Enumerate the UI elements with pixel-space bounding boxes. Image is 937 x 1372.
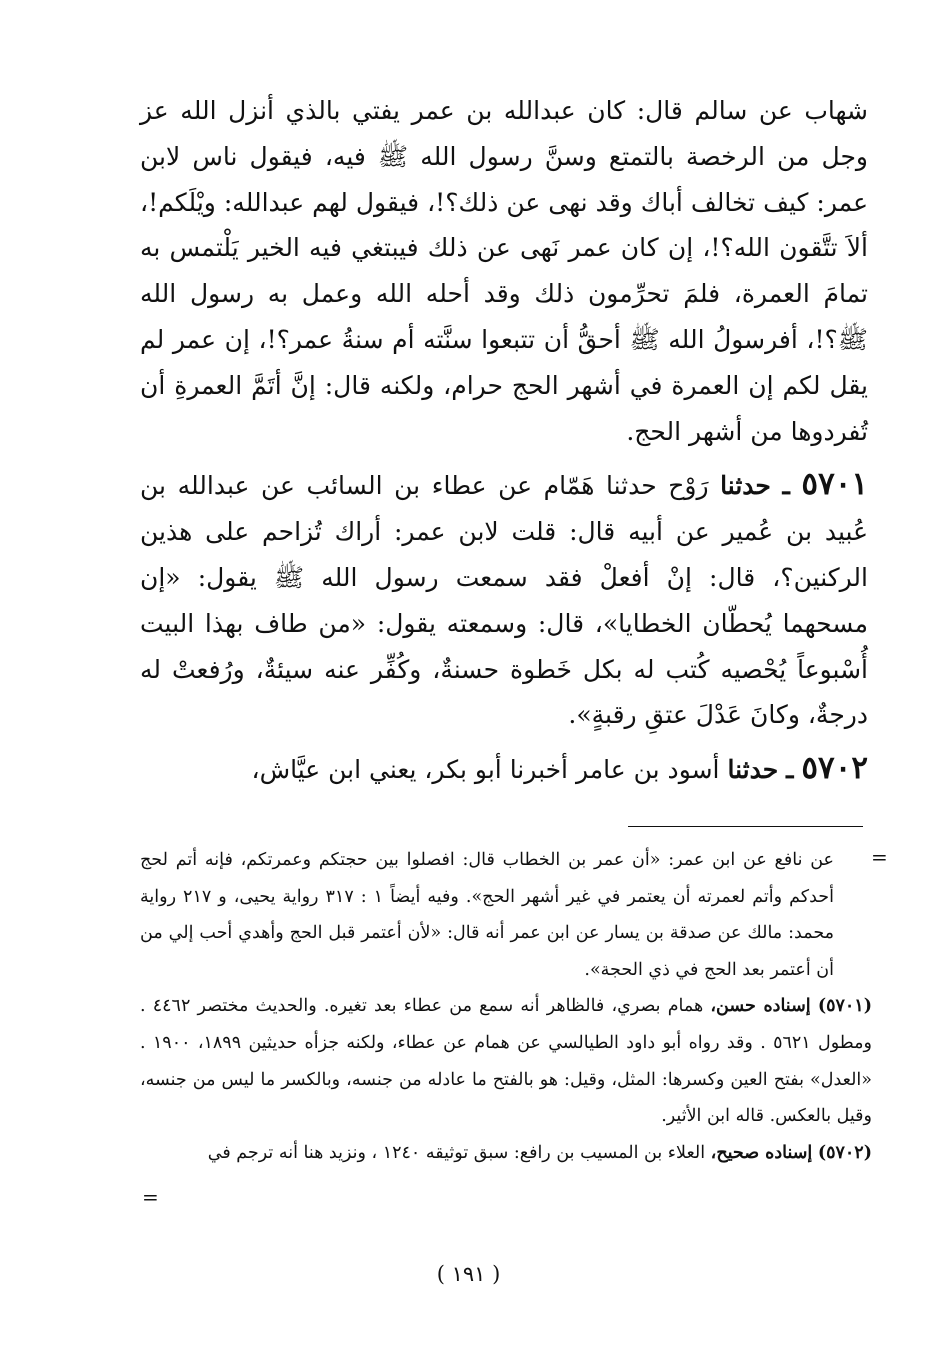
footnote-ref: (٥٧٠٢)	[817, 1142, 872, 1163]
page-number: ( ١٩١ )	[436, 1262, 501, 1286]
paragraph-continuation: شهاب عن سالم قال: كان عبدالله بن عمر يفتي بالذي أنزل الله عز وجل من الرخصة بالتمتع وسنَّ رسول الله ﷺ فيه، فيقول ناس لابن عمر: كيف تخالف أباك وقد نهى عن ذلك؟!، فيقول لهم عبدالله: ويْلَكم!، ألاَ تتَّقون الله؟!، إن كان عمر نَهى عن ذلك فيبتغي فيه الخير يَلْتمس به تمامَ العمرة، فلمَ تحرِّمون ذلك وقد أحله الله وعمل به رسول الله ﷺ؟!، أفرسولُ الله ﷺ أحقُّ أن تتبعوا سنَّته أم سنةُ عمر؟!، إن عمر لم يقل لكم إن العمرة في أشهر الحج حرام، ولكنه قال: إنَّ أتَمَّ العمرةِ أن تُفردوها من أشهر الحج.	[140, 96, 868, 446]
footnote-ref: (٥٧٠١)	[817, 996, 872, 1017]
hadith-keyword: حدثنا	[720, 471, 771, 501]
footnote-text: همام بصري، فالظاهر أنه سمع من عطاء بعد تغيره. والحديث مختصر ٤٤٦٢ . ومطول ٥٦٢١ . وقد رواه أبو داود الطيالسي عن همام عن عطاء، ولكنه جزأه حديثين ١٨٩٩، ١٩٠٠ . «العدل» بفتح العين وكسرها: المثل، وقيل: هو بالفتح ما عادله من جنسه، وبالكسر ما ليس من جنسه، وقيل بالعكس. قاله ابن الأثير.	[140, 996, 872, 1127]
footnotes	[140, 842, 872, 1171]
hadith-text: رَوْح حدثنا هَمّام عن عطاء بن السائب عن عبدالله بن عُبيد بن عُمير عن أبيه قال: قلت لابن عمر: أراك تُزاحم على هذين الركنين؟، قال: إنْ أفعلْ فقد سمعت رسول الله ﷺ يقول: «إن مسحهما يُحطّان الخطايا»، قال: وسمعته يقول: «من طاف بهذا البيت أُسْبوعاً يُحْصيه كُتب له بكل خَطوة حسنةٌ، وكُفِّر عنه سيئةٌ، ورُفعتْ له درجةٌ، وكانَ عَدْلَ عتقِ رقبةٍ».	[140, 471, 868, 730]
footnote-end-mark: =	[142, 1185, 159, 1209]
hadith-text: أسود بن عامر أخبرنا أبو بكر، يعني ابن عيَّاش،	[251, 755, 720, 785]
footnote-5701	[140, 988, 872, 1134]
hadith-keyword: حدثنا	[727, 755, 779, 785]
hadith-number: ٥٧٠١	[801, 466, 869, 503]
footnote-grading: إسناده صحيح،	[710, 1142, 813, 1163]
footnote-grading: إسناده حسن،	[710, 996, 811, 1017]
hadith-dash: ـ	[786, 755, 794, 785]
hadith-dash: ـ	[782, 471, 790, 501]
footnote-text: العلاء بن المسيب بن رافع: سبق توثيقه ١٢٤٠ ، ونزيد هنا أنه ترجم في	[207, 1142, 706, 1163]
main-text	[140, 88, 868, 793]
footnote-continuation-mark: =	[871, 845, 888, 869]
hadith-number: ٥٧٠٢	[801, 750, 868, 787]
footnote-continuation: عن نافع عن ابن عمر: «أن عمر بن الخطاب قال: افصلوا بين حجتكم وعمرتكم، فإنه أتم لحج أحدكم وأتم لعمرته أن يعتمر في غير أشهر الحج». وفيه أيضاً ١ : ٣١٧ رواية يحيى، و ٢١٧ رواية محمد: مالك عن صدقة بن يسار عن ابن عمر أنه قال: «لأن أعتمر قبل الحج وأهدي أحب إلي من أن أعتمر بعد الحج في ذي الحجة».	[140, 850, 834, 980]
footnote-separator	[628, 826, 863, 827]
hadith-5702	[140, 746, 868, 793]
hadith-5701	[140, 462, 868, 738]
footnote-5702	[140, 1135, 872, 1172]
